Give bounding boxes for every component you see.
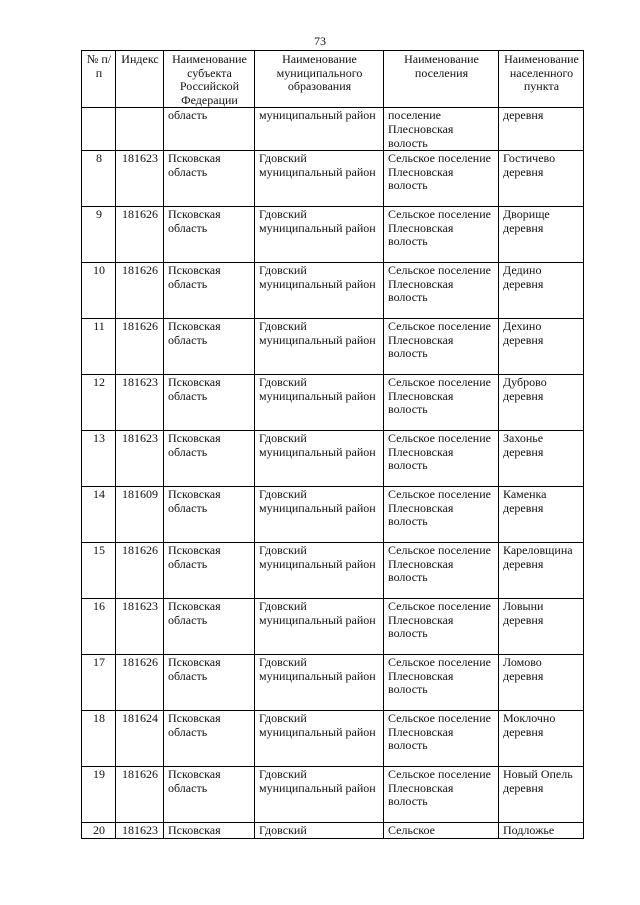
cell-num xyxy=(82,108,116,151)
cell-index: 181626 xyxy=(116,319,164,375)
table-row xyxy=(82,599,584,655)
cell-municipality: муниципальный район xyxy=(255,108,384,151)
cell-subject: Псковская область xyxy=(164,655,255,711)
header-locality: Наименование населенного пункта xyxy=(499,51,584,108)
cell-index: 181623 xyxy=(116,375,164,431)
cell-locality: Моклочно деревня xyxy=(499,711,584,767)
cell-locality: Новый Опель деревня xyxy=(499,767,584,823)
cell-settlement: Сельское поселение Плесновская волость xyxy=(384,543,499,599)
cell-index: 181623 xyxy=(116,599,164,655)
table-row xyxy=(82,375,584,431)
cell-subject: Псковская область xyxy=(164,375,255,431)
cell-locality: Захонье деревня xyxy=(499,431,584,487)
cell-locality: Дедино деревня xyxy=(499,263,584,319)
header-settlement: Наименование поселения xyxy=(384,51,499,108)
settlements-table xyxy=(81,50,584,839)
cell-index: 181623 xyxy=(116,431,164,487)
cell-settlement: Сельское поселение Плесновская волость xyxy=(384,711,499,767)
table-row xyxy=(82,823,584,839)
cell-locality: Дехино деревня xyxy=(499,319,584,375)
cell-subject: Псковская область xyxy=(164,487,255,543)
cell-num: 16 xyxy=(82,599,116,655)
table-row xyxy=(82,207,584,263)
cell-index: 181626 xyxy=(116,767,164,823)
cell-index xyxy=(116,108,164,151)
cell-index: 181626 xyxy=(116,263,164,319)
cell-municipality: Гдовский муниципальный район xyxy=(255,711,384,767)
cell-num: 15 xyxy=(82,543,116,599)
cell-num: 9 xyxy=(82,207,116,263)
cell-num: 8 xyxy=(82,151,116,207)
cell-municipality: Гдовский муниципальный район xyxy=(255,655,384,711)
table-row xyxy=(82,319,584,375)
cell-settlement: Сельское поселение Плесновская волость xyxy=(384,655,499,711)
cell-locality: Подложье xyxy=(499,823,584,839)
header-municipality: Наименование муниципального образования xyxy=(255,51,384,108)
cell-subject: область xyxy=(164,108,255,151)
cell-subject: Псковская xyxy=(164,823,255,839)
table-row xyxy=(82,151,584,207)
table-row-continuation xyxy=(82,108,584,151)
cell-settlement: Сельское поселение Плесновская волость xyxy=(384,263,499,319)
cell-index: 181623 xyxy=(116,151,164,207)
cell-num: 20 xyxy=(82,823,116,839)
cell-municipality: Гдовский муниципальный район xyxy=(255,431,384,487)
cell-subject: Псковская область xyxy=(164,767,255,823)
table-row xyxy=(82,487,584,543)
cell-subject: Псковская область xyxy=(164,711,255,767)
cell-locality: деревня xyxy=(499,108,584,151)
header-subject: Наименование субъекта Российской Федерации xyxy=(164,51,255,108)
table-row xyxy=(82,655,584,711)
cell-settlement: поселение Плесновская волость xyxy=(384,108,499,151)
cell-municipality: Гдовский муниципальный район xyxy=(255,151,384,207)
cell-index: 181626 xyxy=(116,207,164,263)
table-row xyxy=(82,263,584,319)
cell-municipality: Гдовский муниципальный район xyxy=(255,487,384,543)
cell-num: 10 xyxy=(82,263,116,319)
cell-municipality: Гдовский муниципальный район xyxy=(255,207,384,263)
cell-municipality: Гдовский муниципальный район xyxy=(255,375,384,431)
table-row xyxy=(82,711,584,767)
cell-settlement: Сельское поселение Плесновская волость xyxy=(384,375,499,431)
cell-municipality: Гдовский муниципальный район xyxy=(255,599,384,655)
cell-index: 181626 xyxy=(116,543,164,599)
cell-index: 181609 xyxy=(116,487,164,543)
cell-municipality: Гдовский муниципальный район xyxy=(255,543,384,599)
cell-settlement: Сельское поселение Плесновская волость xyxy=(384,599,499,655)
cell-settlement: Сельское поселение Плесновская волость xyxy=(384,319,499,375)
cell-municipality: Гдовский муниципальный район xyxy=(255,767,384,823)
cell-num: 18 xyxy=(82,711,116,767)
cell-settlement: Сельское поселение Плесновская волость xyxy=(384,207,499,263)
cell-subject: Псковская область xyxy=(164,207,255,263)
cell-municipality: Гдовский муниципальный район xyxy=(255,263,384,319)
cell-num: 17 xyxy=(82,655,116,711)
cell-settlement: Сельское поселение Плесновская волость xyxy=(384,151,499,207)
cell-locality: Каменка деревня xyxy=(499,487,584,543)
header-num: № п/п xyxy=(82,51,116,108)
cell-index: 181623 xyxy=(116,823,164,839)
cell-settlement: Сельское xyxy=(384,823,499,839)
table-header-row xyxy=(82,51,584,108)
header-index: Индекс xyxy=(116,51,164,108)
cell-settlement: Сельское поселение Плесновская волость xyxy=(384,487,499,543)
cell-subject: Псковская область xyxy=(164,263,255,319)
cell-index: 181624 xyxy=(116,711,164,767)
cell-locality: Ломово деревня xyxy=(499,655,584,711)
cell-settlement: Сельское поселение Плесновская волость xyxy=(384,767,499,823)
cell-settlement: Сельское поселение Плесновская волость xyxy=(384,431,499,487)
cell-num: 13 xyxy=(82,431,116,487)
cell-subject: Псковская область xyxy=(164,319,255,375)
cell-locality: Дуброво деревня xyxy=(499,375,584,431)
cell-locality: Гостичево деревня xyxy=(499,151,584,207)
cell-subject: Псковская область xyxy=(164,599,255,655)
cell-num: 12 xyxy=(82,375,116,431)
cell-num: 14 xyxy=(82,487,116,543)
page-number: 73 xyxy=(314,34,326,48)
cell-index: 181626 xyxy=(116,655,164,711)
cell-subject: Псковская область xyxy=(164,431,255,487)
cell-municipality: Гдовский муниципальный район xyxy=(255,319,384,375)
cell-locality: Ловыни деревня xyxy=(499,599,584,655)
cell-num: 19 xyxy=(82,767,116,823)
table-row xyxy=(82,543,584,599)
cell-locality: Дворище деревня xyxy=(499,207,584,263)
cell-subject: Псковская область xyxy=(164,151,255,207)
cell-locality: Кареловщина деревня xyxy=(499,543,584,599)
table-row xyxy=(82,767,584,823)
table-row xyxy=(82,431,584,487)
cell-subject: Псковская область xyxy=(164,543,255,599)
cell-num: 11 xyxy=(82,319,116,375)
cell-municipality: Гдовский xyxy=(255,823,384,839)
